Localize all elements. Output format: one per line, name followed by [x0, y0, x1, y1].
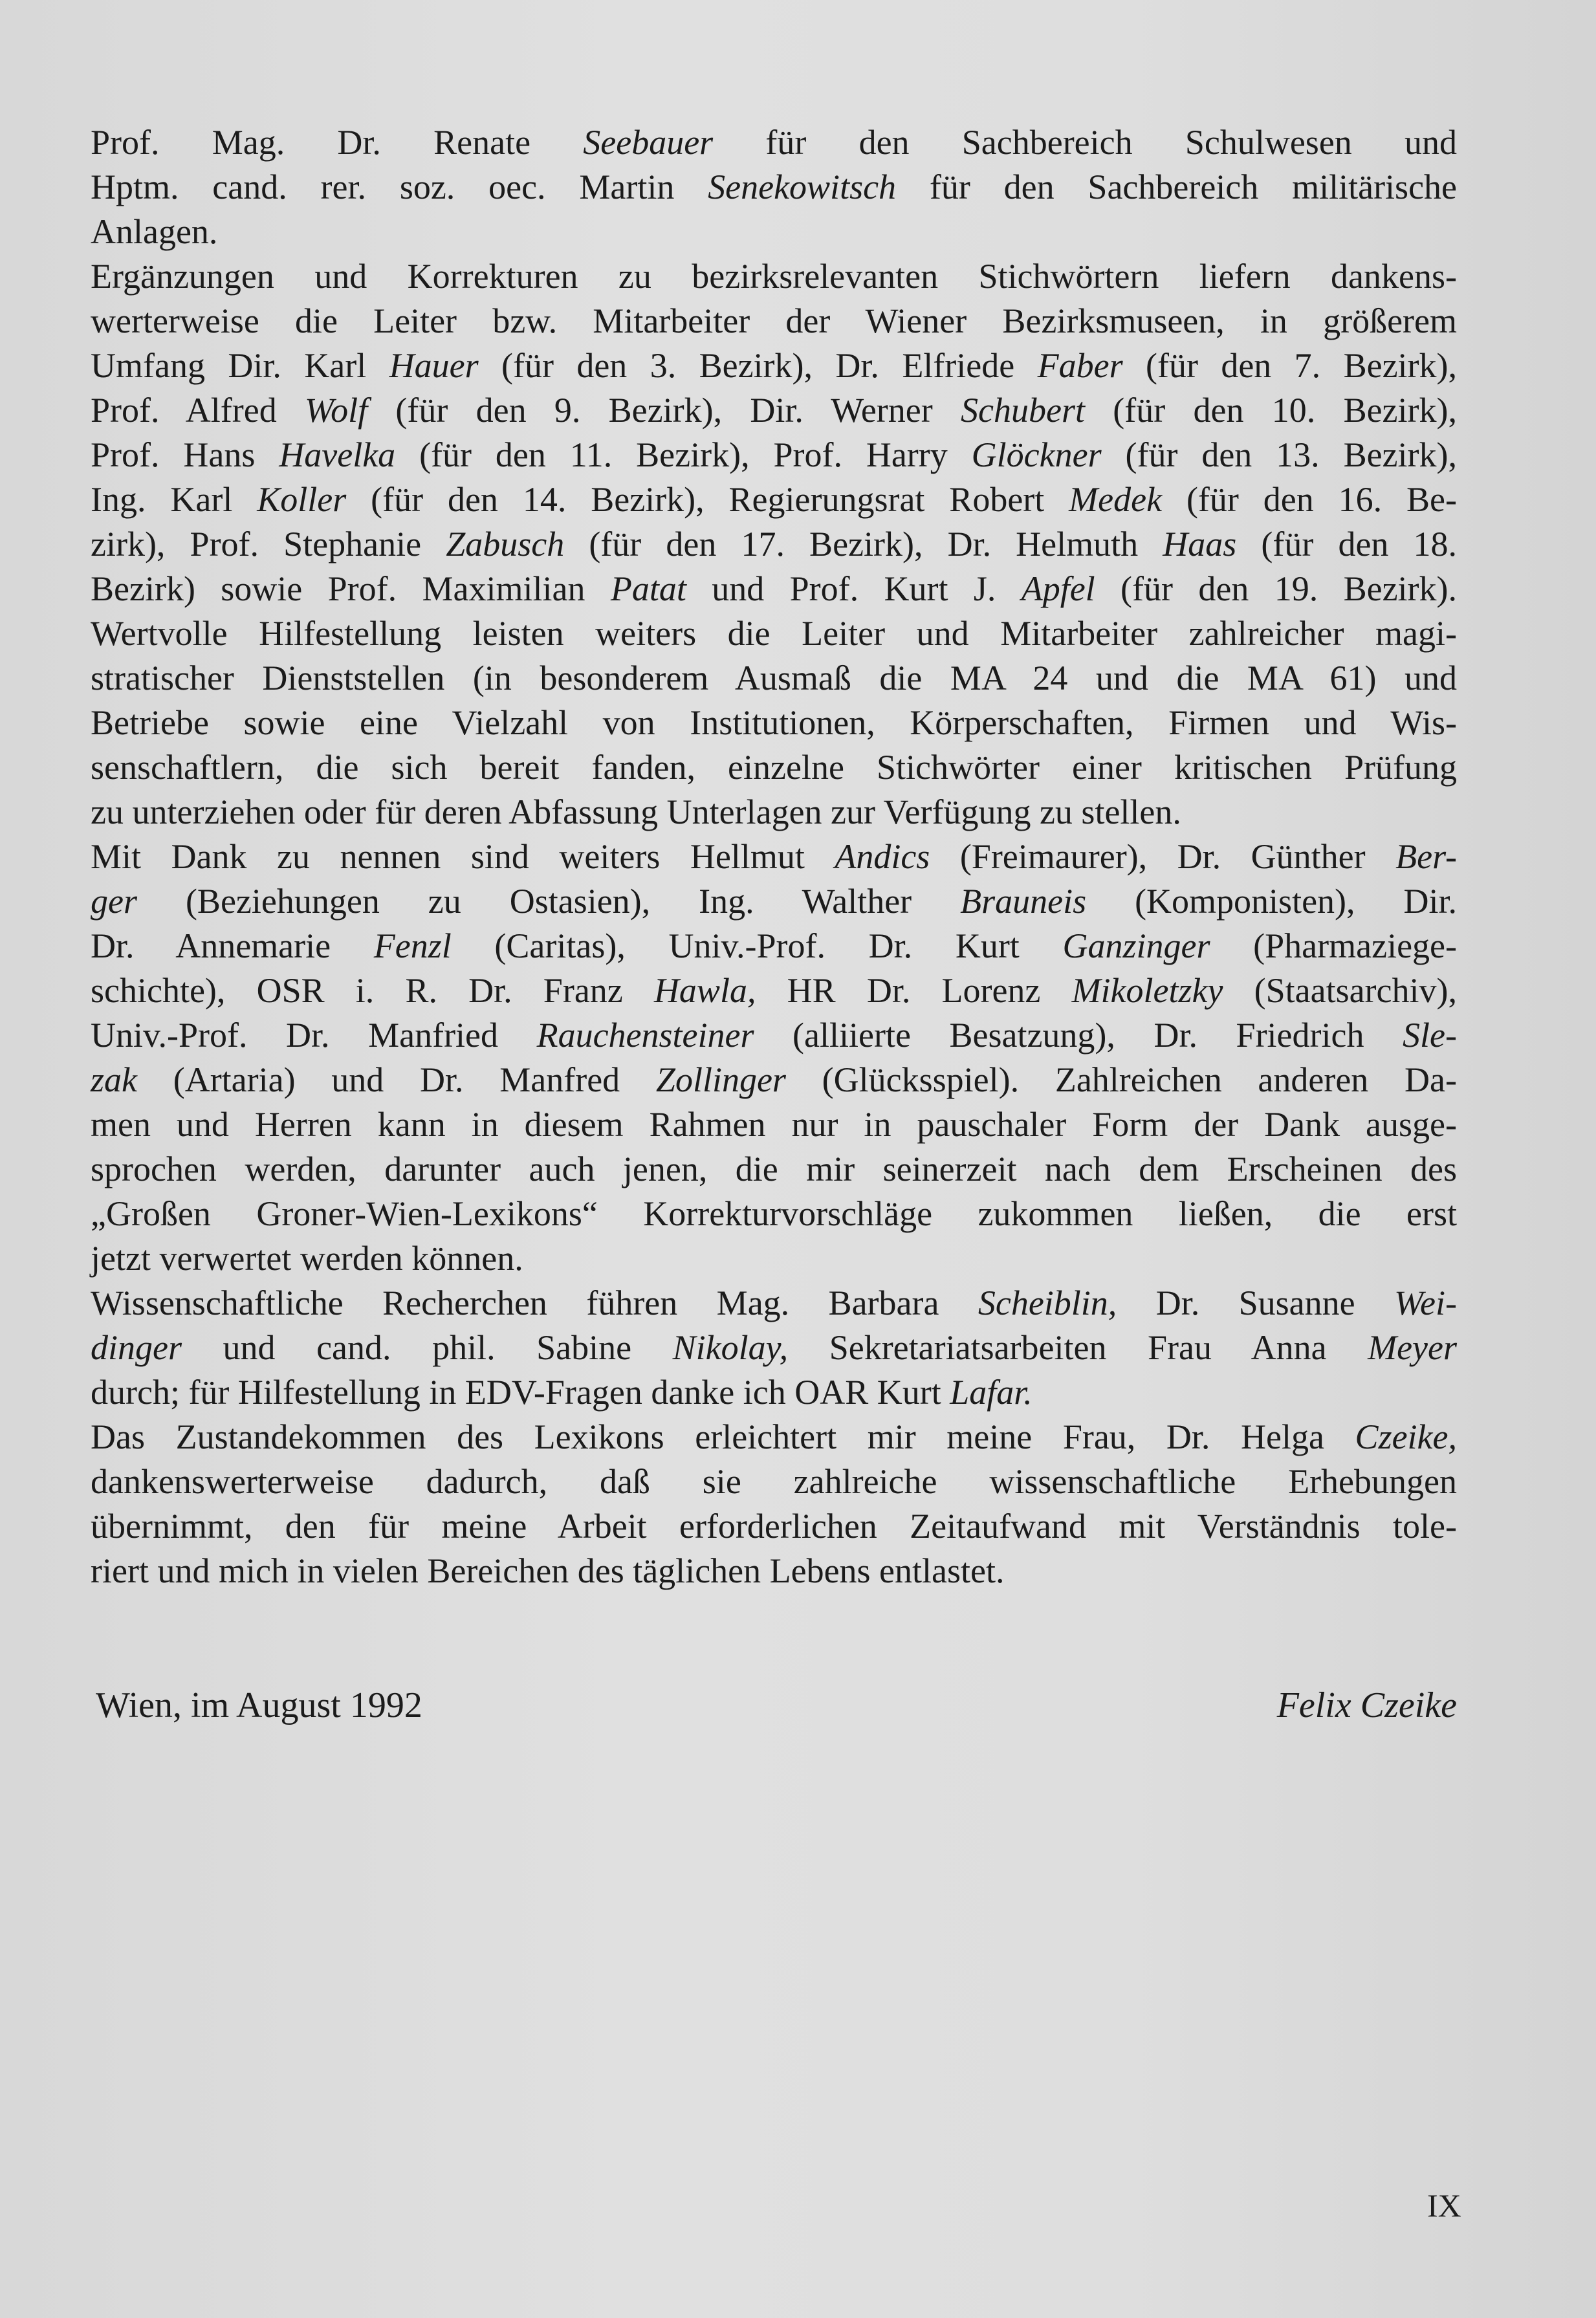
- text-run: übernimmt, den für meine Arbeit erforderlichen Zeitaufwand mit Verständnis tole-: [91, 1507, 1457, 1546]
- italic-name: Zollinger: [655, 1060, 786, 1099]
- text-run: (für den 16. Be-: [1162, 480, 1457, 519]
- italic-name: Medek: [1069, 480, 1163, 519]
- text-run: HR Dr. Lorenz: [756, 971, 1072, 1010]
- italic-name: Senekowitsch: [708, 168, 897, 206]
- italic-name: Wei-: [1394, 1284, 1457, 1322]
- body-text: [91, 120, 1457, 1593]
- text-run: (für den 11. Bezirk), Prof. Harry: [395, 435, 972, 474]
- text-line: [91, 1102, 1457, 1147]
- italic-name: Zabusch: [446, 525, 565, 563]
- italic-name: Havelka: [279, 435, 396, 474]
- text-line: [91, 835, 1457, 879]
- text-run: Wertvolle Hilfestellung leisten weiters die Leiter und Mitarbeiter zahlreicher magi-: [91, 614, 1457, 653]
- text-line: [91, 790, 1457, 835]
- text-run: (für den 10. Bezirk),: [1084, 391, 1457, 430]
- text-run: zirk), Prof. Stephanie: [91, 525, 446, 563]
- text-run: schichte), OSR i. R. Dr. Franz: [91, 971, 654, 1010]
- text-run: für den Sachbereich militärische: [896, 168, 1458, 206]
- italic-name: Mikoletzky: [1071, 971, 1223, 1010]
- text-run: Prof. Hans: [91, 435, 279, 474]
- text-run: für den Sachbereich Schulwesen und: [713, 123, 1457, 162]
- text-run: Ergänzungen und Korrekturen zu bezirksrelevanten Stichwörtern liefern dankens-: [91, 257, 1457, 296]
- text-run: Dr. Annemarie: [91, 926, 374, 965]
- text-run: jetzt verwertet werden können.: [91, 1239, 523, 1278]
- italic-name: ger: [91, 882, 137, 921]
- text-run: (für den 7. Bezirk),: [1122, 346, 1458, 385]
- text-line: [91, 344, 1457, 388]
- text-run: stratischer Dienststellen (in besonderem Ausmaß die MA 24 und die MA 61) und: [91, 659, 1457, 697]
- italic-name: Brauneis: [960, 882, 1087, 921]
- text-line: [91, 924, 1457, 968]
- text-run: „Großen Groner-Wien-Lexikons“ Korrekturvorschläge zukommen ließen, die erst: [91, 1194, 1457, 1233]
- text-line: [91, 299, 1457, 344]
- text-line: [91, 1281, 1457, 1326]
- italic-name: Nikolay,: [672, 1328, 789, 1367]
- text-run: (alliierte Besatzung), Dr. Friedrich: [754, 1016, 1403, 1055]
- italic-name: Wolf: [305, 391, 368, 430]
- text-line: [91, 433, 1457, 477]
- text-run: (für den 13. Bezirk),: [1101, 435, 1457, 474]
- text-line: [91, 567, 1457, 611]
- text-run: werterweise die Leiter bzw. Mitarbeiter der Wiener Bezirksmuseen, in größerem: [91, 301, 1457, 340]
- text-run: (Pharmaziege-: [1210, 926, 1457, 965]
- text-run: (für den 9. Bezirk), Dir. Werner: [367, 391, 961, 430]
- text-run: Prof. Mag. Dr. Renate: [91, 123, 584, 162]
- italic-name: zak: [91, 1060, 137, 1099]
- text-run: zu unterziehen oder für deren Abfassung Unterlagen zur Verfügung zu stellen.: [91, 793, 1181, 831]
- text-run: und Prof. Kurt J.: [686, 569, 1022, 608]
- text-run: (Staatsarchiv),: [1223, 971, 1457, 1010]
- text-line: [91, 1460, 1457, 1504]
- text-line: [91, 1147, 1457, 1192]
- text-line: [91, 254, 1457, 299]
- text-line: [91, 611, 1457, 656]
- text-line: [91, 165, 1457, 210]
- text-run: riert und mich in vielen Bereichen des täglichen Lebens entlastet.: [91, 1551, 1005, 1590]
- text-run: Wissenschaftliche Recherchen führen Mag. Barbara: [91, 1284, 978, 1322]
- italic-name: Seebauer: [583, 123, 714, 162]
- italic-name: Schubert: [961, 391, 1085, 430]
- text-run: Bezirk) sowie Prof. Maximilian: [91, 569, 611, 608]
- text-run: (Caritas), Univ.-Prof. Dr. Kurt: [451, 926, 1063, 965]
- text-run: sprochen werden, darunter auch jenen, die mir seinerzeit nach dem Erscheinen des: [91, 1150, 1457, 1188]
- text-line: [91, 1013, 1457, 1058]
- text-run: Dr. Susanne: [1117, 1284, 1395, 1322]
- text-run: Hptm. cand. rer. soz. oec. Martin: [91, 168, 708, 206]
- text-line: [91, 1504, 1457, 1549]
- text-line: [91, 656, 1457, 701]
- text-run: Das Zustandekommen des Lexikons erleichtert mir meine Frau, Dr. Helga: [91, 1417, 1355, 1456]
- italic-name: Andics: [835, 837, 930, 876]
- italic-name: Rauchensteiner: [536, 1016, 754, 1055]
- text-line: [91, 477, 1457, 522]
- text-line: [91, 210, 1457, 254]
- text-run: (für den 14. Bezirk), Regierungsrat Robert: [346, 480, 1069, 519]
- text-run: (für den 18.: [1236, 525, 1458, 563]
- italic-name: dinger: [91, 1328, 182, 1367]
- italic-name: Faber: [1037, 346, 1123, 385]
- text-run: Umfang Dir. Karl: [91, 346, 389, 385]
- italic-name: Glöckner: [971, 435, 1102, 474]
- text-run: Mit Dank zu nennen sind weiters Hellmut: [91, 837, 835, 876]
- closing: [96, 1685, 1457, 1736]
- text-run: (Glücksspiel). Zahlreichen anderen Da-: [785, 1060, 1457, 1099]
- text-line: [91, 1370, 1457, 1415]
- text-run: senschaftlern, die sich bereit fanden, einzelne Stichwörter einer kritischen Prüfung: [91, 748, 1457, 787]
- text-line: [91, 1326, 1457, 1370]
- italic-name: Meyer: [1368, 1328, 1457, 1367]
- text-line: [91, 745, 1457, 790]
- text-line: [91, 701, 1457, 745]
- place-date: Wien, im August 1992: [96, 1685, 422, 1725]
- italic-name: Sle-: [1403, 1016, 1457, 1055]
- italic-name: Apfel: [1021, 569, 1095, 608]
- text-run: (Freimaurer), Dr. Günther: [930, 837, 1396, 876]
- italic-name: Fenzl: [373, 926, 452, 965]
- text-run: durch; für Hilfestellung in EDV-Fragen danke ich OAR Kurt: [91, 1373, 950, 1412]
- signature: Felix Czeike: [1276, 1685, 1457, 1725]
- text-line: [91, 1236, 1457, 1281]
- italic-name: Ber-: [1395, 837, 1457, 876]
- text-run: Ing. Karl: [91, 480, 257, 519]
- text-run: (für den 17. Bezirk), Dr. Helmuth: [564, 525, 1163, 563]
- text-run: men und Herren kann in diesem Rahmen nur in pauschaler Form der Dank ausge-: [91, 1105, 1457, 1144]
- text-run: Anlagen.: [91, 212, 218, 251]
- italic-name: Haas: [1163, 525, 1237, 563]
- text-line: [91, 879, 1457, 924]
- text-run: Prof. Alfred: [91, 391, 305, 430]
- italic-name: Koller: [257, 480, 347, 519]
- italic-name: Lafar.: [950, 1373, 1033, 1412]
- text-line: [91, 120, 1457, 165]
- page-number: IX: [1427, 2187, 1461, 2224]
- text-run: Sekretariatsarbeiten Frau Anna: [788, 1328, 1368, 1367]
- text-line: [91, 1549, 1457, 1593]
- text-line: [91, 1415, 1457, 1460]
- italic-name: Hawla,: [653, 971, 756, 1010]
- text-line: [91, 522, 1457, 567]
- text-line: [91, 388, 1457, 433]
- text-run: (für den 19. Bezirk).: [1095, 569, 1458, 608]
- italic-name: Czeike,: [1355, 1417, 1457, 1456]
- text-run: Betriebe sowie eine Vielzahl von Institutionen, Körperschaften, Firmen und Wis-: [91, 703, 1457, 742]
- text-run: (Beziehungen zu Ostasien), Ing. Walther: [137, 882, 961, 921]
- text-line: [91, 1058, 1457, 1102]
- text-line: [91, 968, 1457, 1013]
- italic-name: Ganzinger: [1062, 926, 1210, 965]
- text-run: und cand. phil. Sabine: [182, 1328, 673, 1367]
- text-run: Univ.-Prof. Dr. Manfried: [91, 1016, 537, 1055]
- italic-name: Scheiblin,: [978, 1284, 1117, 1322]
- text-run: (Komponisten), Dir.: [1086, 882, 1457, 921]
- italic-name: Hauer: [389, 346, 479, 385]
- text-run: dankenswerterweise dadurch, daß sie zahlreiche wissenschaftliche Erhebungen: [91, 1462, 1457, 1501]
- text-run: (für den 3. Bezirk), Dr. Elfriede: [478, 346, 1038, 385]
- text-run: (Artaria) und Dr. Manfred: [137, 1060, 656, 1099]
- italic-name: Patat: [610, 569, 686, 608]
- text-line: [91, 1192, 1457, 1236]
